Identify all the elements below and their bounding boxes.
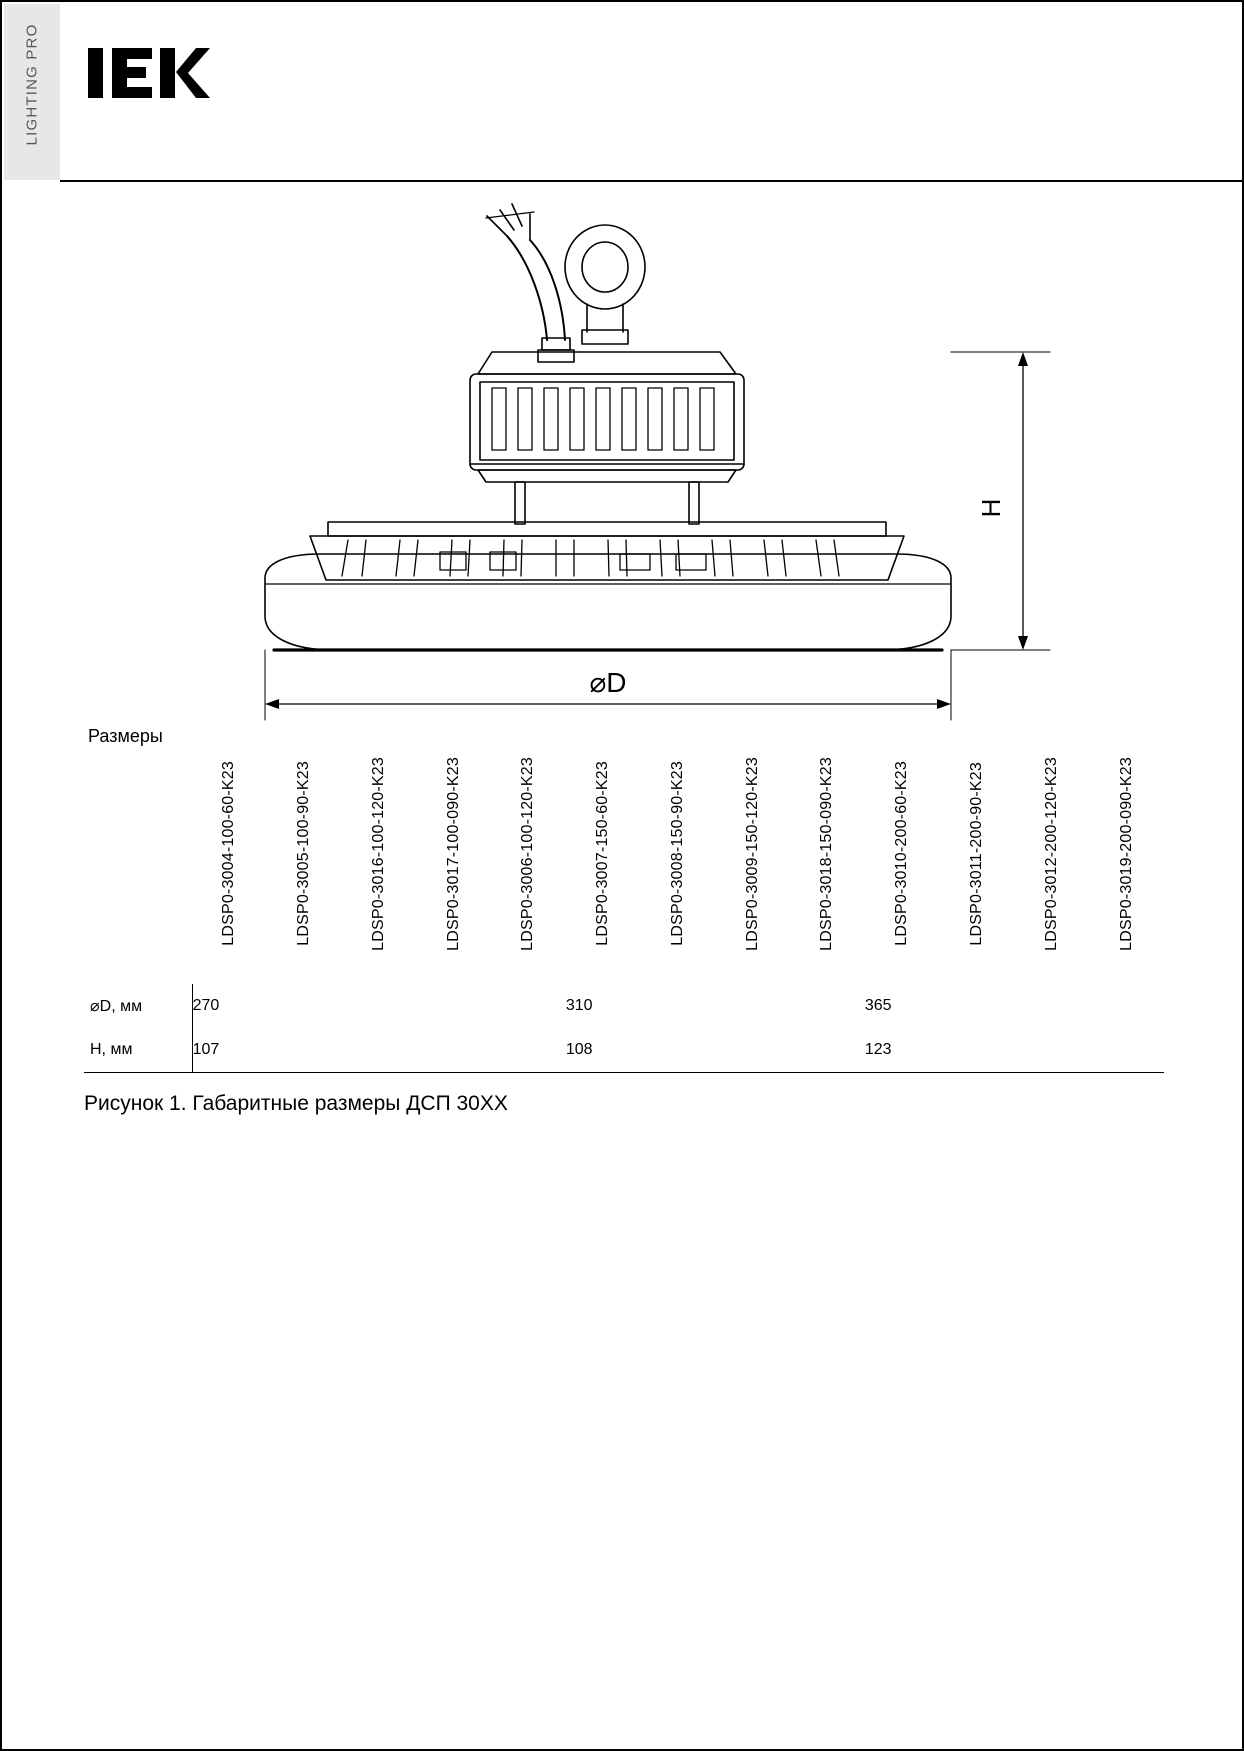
model-header-cell (491, 720, 566, 984)
model-header-cell (1014, 720, 1089, 984)
model-name: LDSP0-3008-150-90-K23 (668, 761, 686, 946)
header-divider (60, 180, 1244, 182)
model-name: LDSP0-3016-100-120-K23 (369, 756, 387, 951)
table-header-row (84, 720, 1164, 984)
iek-logo-icon (88, 42, 208, 104)
table-row-diameter (84, 984, 1164, 1028)
row-value: 108 (566, 1028, 865, 1073)
model-name: LDSP0-3017-100-090-K23 (444, 756, 462, 951)
model-name: LDSP0-3009-150-120-K23 (743, 756, 761, 951)
luminaire-drawing-svg (60, 192, 1190, 698)
model-header-cell (790, 720, 865, 984)
model-name: LDSP0-3010-200-60-K23 (893, 761, 911, 946)
row-value: 107 (192, 1028, 566, 1073)
figure-caption: Рисунок 1. Габаритные размеры ДСП 30ХХ (84, 1092, 508, 1115)
brand-sidebar-label: LIGHTING PRO (23, 23, 41, 146)
model-header-cell (865, 720, 940, 984)
model-name: LDSP0-3004-100-60-K23 (220, 761, 238, 946)
model-header-cell (641, 720, 716, 984)
model-header-cell (416, 720, 491, 984)
model-name: LDSP0-3019-200-090-K23 (1117, 756, 1135, 951)
model-name: LDSP0-3007-150-60-K23 (594, 761, 612, 946)
model-header-cell (192, 720, 267, 984)
model-name: LDSP0-3006-100-120-K23 (519, 756, 537, 951)
table-row-height (84, 1028, 1164, 1073)
dimensions-table (84, 720, 1164, 1073)
row-value: 123 (865, 1028, 1164, 1073)
table-header-label: Размеры (88, 726, 163, 746)
iek-logo (88, 42, 208, 104)
brand-sidebar-tab (4, 4, 60, 180)
product-dimension-drawing (60, 192, 1190, 698)
row-label: ⌀D, мм (84, 984, 192, 1028)
row-label: H, мм (84, 1028, 192, 1073)
model-name: LDSP0-3011-200-90-K23 (967, 761, 985, 946)
model-header-cell (1089, 720, 1164, 984)
model-header-cell (342, 720, 417, 984)
row-value: 270 (192, 997, 220, 1014)
model-name: LDSP0-3018-150-090-K23 (818, 756, 836, 951)
model-header-cell (267, 720, 342, 984)
height-dimension-label: H (976, 498, 1006, 518)
row-value: 365 (864, 997, 892, 1014)
diameter-dimension-label: ⌀D (589, 667, 627, 698)
model-name: LDSP0-3005-100-90-K23 (295, 761, 313, 946)
model-header-cell (566, 720, 641, 984)
row-value: 310 (565, 997, 593, 1014)
dimensions-table-wrapper (84, 720, 1164, 1073)
model-name: LDSP0-3012-200-120-K23 (1042, 756, 1060, 951)
model-header-cell (715, 720, 790, 984)
model-header-cell (940, 720, 1015, 984)
